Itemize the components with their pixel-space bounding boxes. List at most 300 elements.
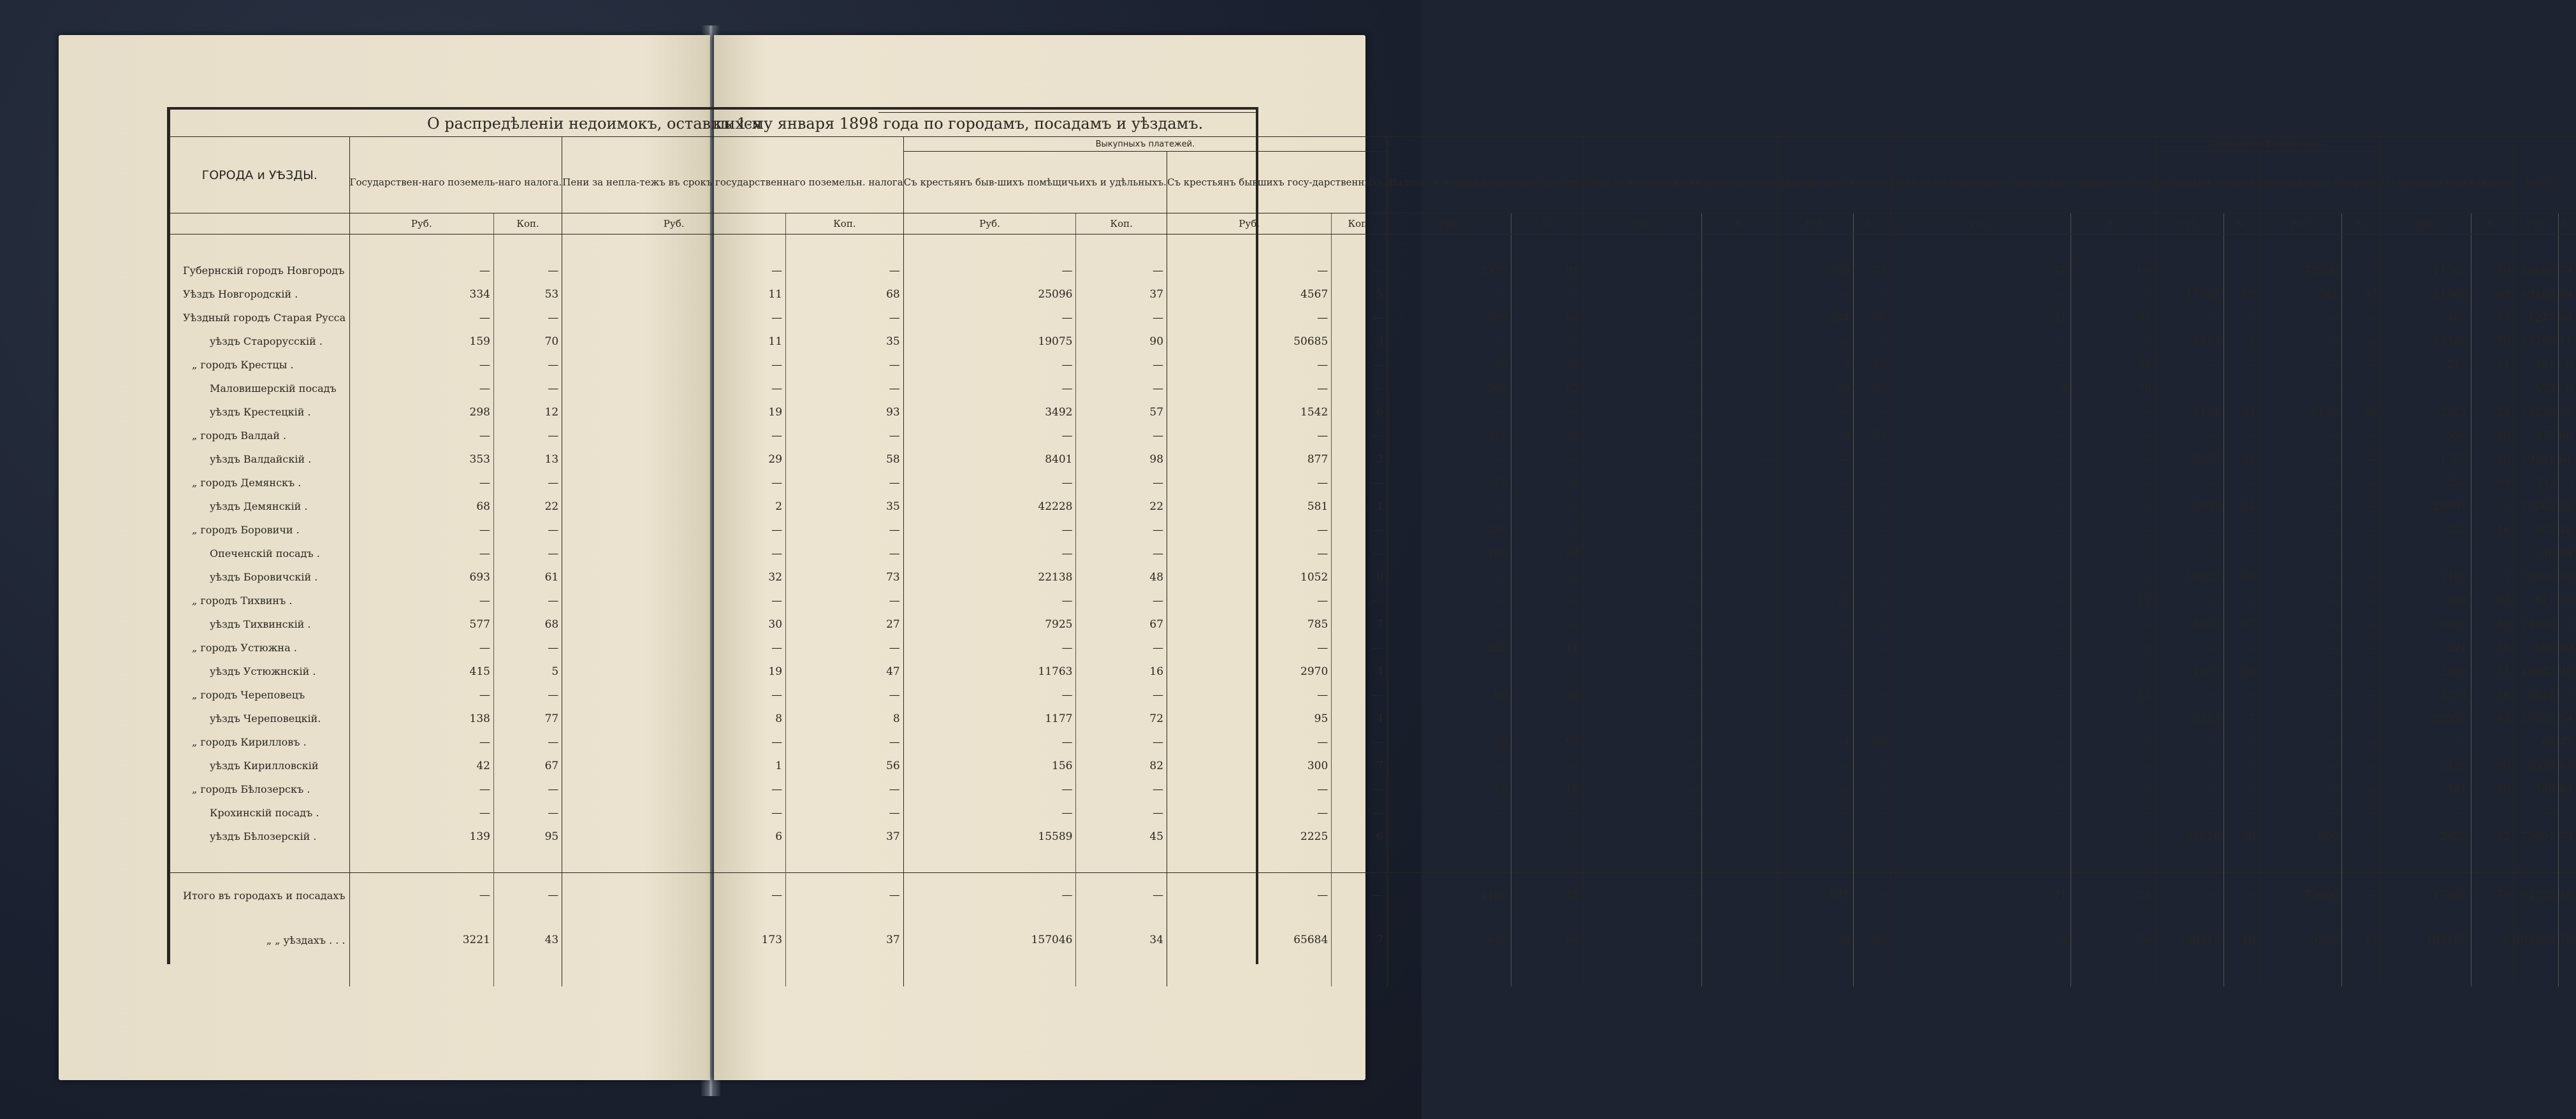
- table-cell: 33: [2223, 400, 2259, 424]
- table-cell: —: [786, 424, 904, 447]
- table-row: [170, 424, 2576, 447]
- table-cell: —: [1511, 495, 1583, 518]
- table-cell: —: [2259, 329, 2342, 353]
- table-cell: 43: [493, 918, 562, 962]
- table-cell: —: [2070, 495, 2155, 518]
- table-cell: —: [1076, 873, 1167, 918]
- table-cell: 56: [2471, 683, 2514, 707]
- table-cell: 89: [1388, 683, 1511, 707]
- table-cell: —: [1702, 801, 1777, 825]
- table-cell: 7877: [2155, 447, 2223, 471]
- table-cell: 50: [1853, 918, 1890, 962]
- table-cell: —: [1853, 518, 1890, 542]
- table-cell: 64: [2514, 730, 2559, 754]
- table-cell: —: [2342, 730, 2381, 754]
- table-cell: —: [2070, 612, 2155, 636]
- table-cell: —: [1167, 377, 1332, 400]
- table-cell: —: [562, 377, 786, 400]
- table-cell: 42: [2471, 825, 2514, 848]
- table-cell: —: [2342, 589, 2381, 612]
- table-cell: 72: [1076, 707, 1167, 730]
- table-cell: —: [1853, 495, 1890, 518]
- table-cell: —: [1777, 660, 1853, 683]
- table-cell: 6203: [2155, 612, 2223, 636]
- table-cell: 34: [2223, 447, 2259, 471]
- table-cell: —: [1777, 707, 1853, 730]
- table-cell: 539: [1388, 306, 1511, 329]
- table-cell: 98: [1076, 447, 1167, 471]
- table-cell: 43: [2342, 918, 2381, 962]
- table-cell: 334: [349, 282, 493, 306]
- table-cell: 2623: [2381, 825, 2471, 848]
- page-title-left: О распредѣленіи недоимокъ, оставшихся: [427, 115, 762, 133]
- table-cell: —: [493, 353, 562, 377]
- table-cell: 30: [2471, 447, 2514, 471]
- table-cell: 50: [1853, 306, 1890, 329]
- table-cell: —: [1076, 801, 1167, 825]
- table-cell: —: [1583, 873, 1702, 918]
- table-cell: —: [1511, 282, 1583, 306]
- table-cell: —: [1583, 353, 1702, 377]
- unit-label: Руб.: [562, 213, 786, 235]
- table-cell: 84: [2559, 306, 2576, 329]
- table-cell: 12: [2070, 589, 2155, 612]
- table-cell: 606: [2514, 636, 2559, 660]
- table-cell: —: [2155, 259, 2223, 282]
- table-cell: —: [1167, 777, 1332, 801]
- unit-label: Руб.: [1583, 213, 1702, 235]
- table-cell: 22: [493, 495, 562, 518]
- table-cell: —: [1388, 400, 1511, 424]
- table-cell: 222: [2381, 518, 2471, 542]
- table-cell: —: [903, 377, 1076, 400]
- table-cell: 6: [1332, 825, 1388, 848]
- table-cell: 90: [2471, 754, 2514, 777]
- table-cell: 73: [786, 565, 904, 589]
- table-cell: 53: [493, 282, 562, 306]
- table-cell: —: [903, 353, 1076, 377]
- table-row: [170, 400, 2576, 424]
- table-cell: 1075: [2155, 660, 2223, 683]
- row-label: Опеченскій посадъ .: [210, 547, 320, 560]
- table-cell: 5: [493, 660, 562, 683]
- table-cell: —: [349, 636, 493, 660]
- table-cell: 59: [1777, 918, 1853, 962]
- table-cell: —: [1076, 518, 1167, 542]
- table-cell: —: [2155, 683, 2223, 707]
- table-cell: 8: [2559, 377, 2576, 400]
- table-cell: —: [1890, 612, 2070, 636]
- table-cell: 19: [1388, 777, 1511, 801]
- table-cell: —: [1583, 495, 1702, 518]
- table-cell: —: [562, 589, 786, 612]
- table-cell: 2724: [2381, 683, 2471, 707]
- table-row: [170, 282, 2576, 306]
- table-cell: —: [2259, 353, 2342, 377]
- table-cell: —: [1332, 518, 1388, 542]
- table-cell: —: [493, 589, 562, 612]
- table-cell: 149315: [2155, 918, 2223, 962]
- table-cell: 70: [493, 329, 562, 353]
- table-cell: —: [786, 518, 904, 542]
- table-cell: —: [1076, 377, 1167, 400]
- table-cell: 11: [562, 329, 786, 353]
- table-cell: 75001: [2514, 825, 2559, 848]
- unit-label: Руб.: [2381, 213, 2471, 235]
- table-cell: —: [1702, 424, 1777, 447]
- table-cell: —: [786, 730, 904, 754]
- table-cell: —: [786, 259, 904, 282]
- table-cell: 17602: [2381, 873, 2471, 918]
- table-cell: 353: [349, 447, 493, 471]
- table-cell: —: [2259, 495, 2342, 518]
- table-cell: —: [1702, 353, 1777, 377]
- table-cell: 5: [2471, 495, 2514, 518]
- table-cell: 361: [2381, 777, 2471, 801]
- table-cell: —: [2070, 801, 2155, 825]
- row-label: „ городъ Тихвинъ .: [192, 595, 293, 607]
- table-cell: —: [1583, 730, 1702, 754]
- table-cell: 82: [1076, 754, 1167, 777]
- table-cell: —: [1890, 447, 2070, 471]
- table-cell: 877: [1167, 447, 1332, 471]
- table-cell: —: [903, 777, 1076, 801]
- table-cell: 109157: [2381, 918, 2471, 962]
- table-cell: 61: [2559, 447, 2576, 471]
- row-label: Губернскій городъ Новгородъ: [183, 264, 345, 277]
- table-cell: 157046: [903, 918, 1076, 962]
- table-cell: —: [2070, 471, 2155, 495]
- table-cell: —: [1388, 282, 1511, 306]
- table-cell: —: [2223, 730, 2259, 754]
- table-cell: —: [1853, 542, 1890, 565]
- table-cell: —: [1076, 683, 1167, 707]
- table-cell: —: [2342, 565, 2381, 589]
- table-cell: 75: [1853, 424, 1890, 447]
- table-cell: 3313: [2155, 707, 2223, 730]
- table-cell: —: [1583, 612, 1702, 636]
- table-row: [170, 259, 2576, 282]
- table-cell: —: [2155, 801, 2223, 825]
- table-cell: 871: [1777, 873, 1853, 918]
- table-cell: —: [2342, 259, 2381, 282]
- table-cell: 2: [1511, 518, 1583, 542]
- table-cell: 19270: [2514, 400, 2559, 424]
- table-cell: 86680: [2514, 259, 2559, 282]
- table-cell: 48: [2559, 518, 2576, 542]
- table-cell: —: [349, 424, 493, 447]
- table-cell: 16: [1511, 777, 1583, 801]
- table-cell: 19: [562, 400, 786, 424]
- table-cell: 573: [2514, 377, 2559, 400]
- table-cell: —: [349, 873, 493, 918]
- table-cell: —: [1702, 612, 1777, 636]
- table-cell: —: [1890, 282, 2070, 306]
- table-cell: —: [2070, 400, 2155, 424]
- table-cell: —: [1076, 636, 1167, 660]
- table-cell: 24603: [2514, 612, 2559, 636]
- table-cell: —: [1332, 801, 1388, 825]
- table-cell: —: [349, 471, 493, 495]
- table-cell: —: [2471, 730, 2514, 754]
- table-cell: 693: [349, 565, 493, 589]
- table-cell: —: [1511, 660, 1583, 683]
- table-cell: 75: [2559, 589, 2576, 612]
- table-cell: 2928: [2514, 754, 2559, 777]
- table-cell: —: [1702, 660, 1777, 683]
- table-cell: —: [1583, 282, 1702, 306]
- table-cell: —: [493, 636, 562, 660]
- table-cell: —: [349, 377, 493, 400]
- table-cell: —: [1702, 589, 1777, 612]
- table-cell: —: [2342, 754, 2381, 777]
- table-cell: —: [2223, 518, 2259, 542]
- table-cell: —: [1583, 636, 1702, 660]
- table-cell: 52: [2559, 495, 2576, 518]
- table-cell: 5: [1777, 353, 1853, 377]
- table-cell: —: [349, 683, 493, 707]
- table-cell: —: [1853, 400, 1890, 424]
- table-cell: —: [493, 306, 562, 329]
- table-cell: 39: [1511, 353, 1583, 377]
- table-cell: 1177: [903, 707, 1076, 730]
- table-cell: —: [1853, 565, 1890, 589]
- table-cell: —: [1583, 259, 1702, 282]
- table-cell: —: [903, 424, 1076, 447]
- table-cell: —: [2259, 542, 2342, 565]
- table-cell: 7: [1332, 754, 1388, 777]
- table-cell: —: [2342, 707, 2381, 730]
- table-cell: —: [1511, 801, 1583, 825]
- table-cell: —: [1583, 447, 1702, 471]
- table-cell: —: [2070, 707, 2155, 730]
- table-cell: —: [349, 777, 493, 801]
- table-cell: 9: [2070, 636, 2155, 660]
- table-cell: 21569: [2381, 282, 2471, 306]
- col-header-kvartir-nalog: Квартир-наго на-лога.: [1777, 152, 1890, 213]
- table-cell: —: [1332, 730, 1388, 754]
- table-cell: 65: [2559, 754, 2576, 777]
- table-cell: —: [1777, 447, 1853, 471]
- row-label: „ „ уѣздахъ . . .: [266, 934, 346, 946]
- table-cell: —: [2259, 730, 2342, 754]
- table-cell: 2572: [2381, 400, 2471, 424]
- table-cell: —: [786, 377, 904, 400]
- table-cell: 3492: [903, 400, 1076, 424]
- table-cell: 1407: [2381, 565, 2471, 589]
- table-cell: —: [562, 777, 786, 801]
- table-cell: —: [1388, 825, 1511, 848]
- table-cell: 13: [1777, 589, 1853, 612]
- table-cell: 29: [2471, 400, 2514, 424]
- table-cell: —: [1702, 329, 1777, 353]
- table-cell: 30: [562, 612, 786, 636]
- table-cell: —: [2381, 730, 2471, 754]
- table-cell: —: [2342, 329, 2381, 353]
- table-cell: —: [1702, 825, 1777, 848]
- table-cell: 57: [2342, 282, 2381, 306]
- table-row: [170, 471, 2576, 495]
- group-header-rassrochka: По разсрочкѣ недоимокъ.: [2155, 137, 2381, 152]
- table-cell: 68: [493, 612, 562, 636]
- table-cell: —: [1853, 282, 1890, 306]
- table-cell: 8: [1332, 565, 1388, 589]
- table-cell: —: [1890, 400, 2070, 424]
- table-cell: 1702: [2381, 447, 2471, 471]
- table-cell: 76: [2070, 377, 2155, 400]
- table-cell: —: [1167, 306, 1332, 329]
- table-cell: 371: [1388, 424, 1511, 447]
- table-cell: —: [2223, 801, 2259, 825]
- table-cell: —: [562, 424, 786, 447]
- table-cell: 7: [1332, 918, 1388, 962]
- table-cell: 86: [2342, 400, 2381, 424]
- table-cell: 3: [1332, 329, 1388, 353]
- table-cell: —: [1167, 589, 1332, 612]
- table-cell: —: [2223, 471, 2259, 495]
- table-cell: 156: [903, 754, 1076, 777]
- table-cell: —: [2223, 353, 2259, 377]
- table-cell: —: [1702, 471, 1777, 495]
- table-cell: —: [493, 424, 562, 447]
- table-cell: 3: [2559, 471, 2576, 495]
- group-header-vykup: Выкупныхъ платежей.: [903, 137, 1387, 152]
- table-cell: —: [1511, 612, 1583, 636]
- table-cell: 252: [2381, 471, 2471, 495]
- table-cell: 11: [562, 282, 786, 306]
- table-cell: —: [1332, 424, 1388, 447]
- table-cell: —: [1890, 636, 2070, 660]
- table-cell: —: [903, 306, 1076, 329]
- table-cell: —: [562, 730, 786, 754]
- table-cell: —: [1583, 825, 1702, 848]
- row-label: уѣздъ Боровичскій .: [210, 571, 318, 583]
- table-cell: 83: [2070, 306, 2155, 329]
- table-cell: —: [1076, 306, 1167, 329]
- table-cell: —: [1583, 918, 1702, 962]
- table-row: [170, 518, 2576, 542]
- table-cell: —: [1583, 377, 1702, 400]
- table-cell: —: [2070, 777, 2155, 801]
- table-cell: 48: [1076, 565, 1167, 589]
- table-cell: 3: [2559, 612, 2576, 636]
- table-cell: —: [2155, 777, 2223, 801]
- table-cell: —: [2381, 542, 2471, 565]
- table-cell: —: [1332, 589, 1388, 612]
- table-cell: 35: [786, 495, 904, 518]
- table-cell: —: [493, 259, 562, 282]
- table-cell: 284: [1777, 306, 1853, 329]
- table-cell: 8: [2471, 918, 2514, 962]
- unit-label: К.: [1702, 213, 1777, 235]
- col-header-raznye: По разнымъ взысканіямъ.: [2381, 152, 2514, 213]
- col-header-peni-poz-nalog: Пени за непла-тежъ въ срокъ государственнаго поземельн. налога: [562, 152, 903, 213]
- table-cell: —: [1167, 424, 1332, 447]
- table-cell: 9079: [2381, 612, 2471, 636]
- unit-label: К.: [2223, 213, 2259, 235]
- table-cell: 7: [1332, 612, 1388, 636]
- table-cell: 817: [2514, 589, 2559, 612]
- table-cell: —: [1890, 589, 2070, 612]
- table-cell: —: [1583, 565, 1702, 589]
- table-cell: —: [1890, 565, 2070, 589]
- table-cell: —: [2259, 636, 2342, 660]
- col-header-total: ВСЕГО.: [2514, 152, 2576, 213]
- table-cell: —: [1702, 707, 1777, 730]
- table-cell: —: [1777, 471, 1853, 495]
- table-cell: 94: [1511, 306, 1583, 329]
- table-cell: —: [1777, 754, 1853, 777]
- table-cell: —: [786, 636, 904, 660]
- table-cell: —: [2342, 542, 2381, 565]
- table-cell: 69: [2471, 282, 2514, 306]
- table-cell: —: [1167, 730, 1332, 754]
- table-cell: 6: [1332, 400, 1388, 424]
- table-cell: —: [2070, 424, 2155, 447]
- table-cell: 17027: [2155, 282, 2223, 306]
- table-cell: 15589: [903, 825, 1076, 848]
- table-cell: —: [1890, 353, 2070, 377]
- table-cell: 3: [1777, 636, 1853, 660]
- table-cell: —: [2559, 801, 2576, 825]
- row-label: Крохинскій посадъ .: [210, 807, 319, 819]
- table-cell: 1052: [1167, 565, 1332, 589]
- table-cell: 7925: [903, 612, 1076, 636]
- table-cell: 47: [786, 660, 904, 683]
- table-cell: —: [1332, 377, 1388, 400]
- table-cell: 69: [2223, 565, 2259, 589]
- table-cell: 99: [2471, 471, 2514, 495]
- table-row: [170, 612, 2576, 636]
- unit-label: Руб.: [903, 213, 1076, 235]
- row-label: Маловишерскій посадъ: [210, 382, 337, 394]
- table-cell: 37: [786, 825, 904, 848]
- unit-label: К.: [2559, 213, 2576, 235]
- table-cell: 81: [2471, 353, 2514, 377]
- table-cell: 69168: [2514, 282, 2559, 306]
- table-cell: 79: [1388, 471, 1511, 495]
- table-cell: 415: [349, 660, 493, 683]
- table-cell: 19: [562, 660, 786, 683]
- table-cell: —: [2155, 873, 2223, 918]
- table-cell: 27655: [2514, 707, 2559, 730]
- table-cell: 5: [1332, 282, 1388, 306]
- table-cell: 1413: [2155, 329, 2223, 353]
- table-cell: 54: [2559, 282, 2576, 306]
- table-cell: —: [2471, 377, 2514, 400]
- table-cell: 1: [1332, 495, 1388, 518]
- table-cell: —: [1332, 542, 1388, 565]
- table-cell: 25096: [903, 282, 1076, 306]
- table-cell: 139: [349, 825, 493, 848]
- table-cell: —: [1702, 542, 1777, 565]
- table-cell: —: [1583, 660, 1702, 683]
- table-cell: —: [1853, 801, 1890, 825]
- row-label: „ городъ Бѣлозерскъ .: [192, 783, 310, 795]
- table-cell: 74: [2559, 259, 2576, 282]
- table-cell: —: [2155, 306, 2223, 329]
- table-cell: —: [1332, 777, 1388, 801]
- table-cell: 11763: [903, 660, 1076, 683]
- table-cell: 300: [1167, 754, 1332, 777]
- table-cell: 8: [786, 707, 904, 730]
- table-cell: 42228: [903, 495, 1076, 518]
- table-cell: 58: [786, 447, 904, 471]
- table-cell: —: [562, 306, 786, 329]
- table-cell: 97: [1511, 730, 1583, 754]
- table-cell: —: [786, 589, 904, 612]
- table-cell: —: [1853, 660, 1890, 683]
